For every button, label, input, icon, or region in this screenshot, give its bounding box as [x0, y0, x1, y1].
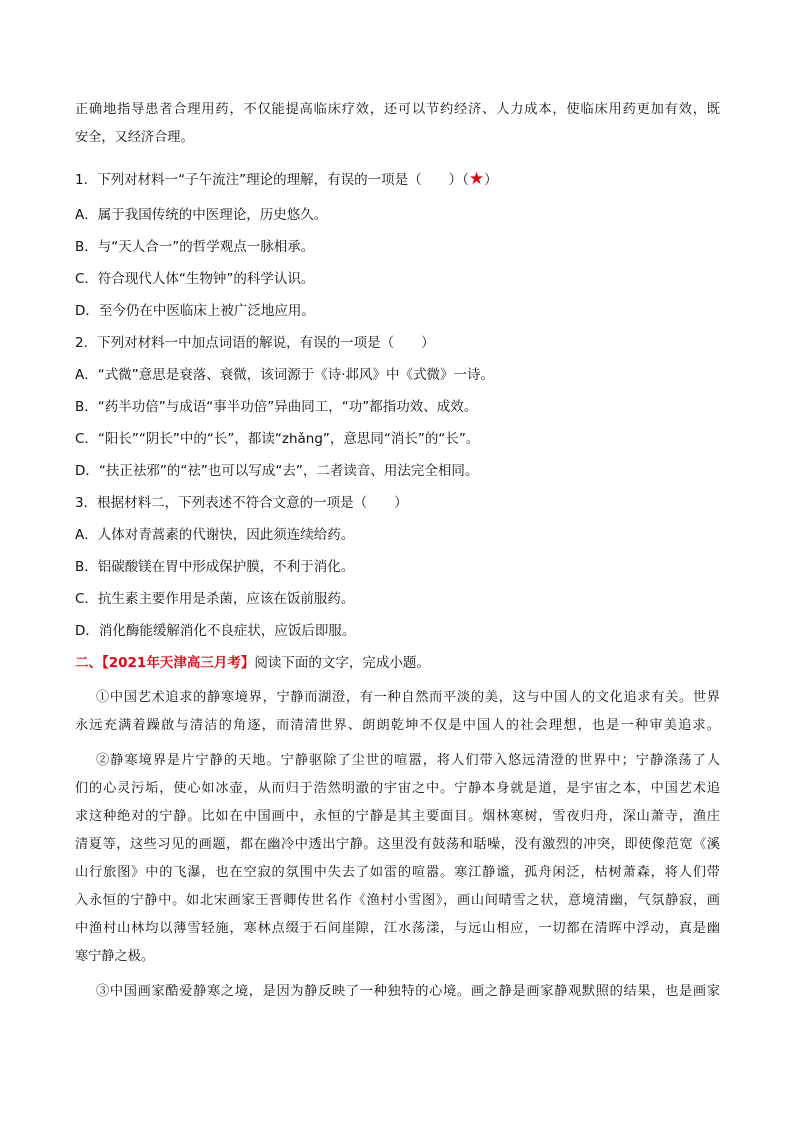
passage-line-8: 入永恒的宁静中。如北宋画家王晋卿传世名作《渔村小雪图》，画山间晴雪之状，意境清幽，气氛静寂，画: [75, 893, 720, 908]
passage-line-7: 山行旅图》中的飞瀑，也在空寂的氛围中失去了如雷的喧嚣。寒江静谧，孤舟闲泛，枯树萧森，将人们带: [75, 865, 720, 880]
passage-line-10: 寒宁静之极。: [75, 949, 155, 964]
intro-line-2: 安全，又经济合理。: [75, 130, 194, 145]
q1-option-a: A．属于我国传统的中医理论，历史悠久。: [75, 207, 328, 223]
section-2-heading: [75, 652, 720, 674]
q3-option-b: B．铝碳酸镁在胃中形成保护膜，不利于消化。: [75, 559, 355, 575]
section-2-source: 【2021年天津高三月考】: [102, 655, 255, 671]
q3-option-c: C．抗生素主要作用是杀菌，应该在饭前服药。: [75, 591, 355, 607]
q1-option-c: C．符合现代人体“生物钟”的科学认识。: [75, 271, 315, 287]
section-2-instruction: 阅读下面的文字，完成小题。: [254, 655, 430, 671]
passage-line-9: 中渔村山林均以薄雪轻施，寒林点缀于石间崖隙，江水荡漾，与远山相应，一切都在清晖中浮动，真是幽: [75, 921, 720, 936]
passage-line-5: 求这种绝对的宁静。比如在中国画中，永恒的宁静是其主要面目。烟林寒树，雪夜归舟，深山萧寺，渔庄: [75, 809, 720, 824]
q1-option-b: B．与“天人合一”的哲学观点一脉相承。: [75, 239, 315, 255]
intro-line-1: 正确地指导患者合理用药，不仅能提高临床疗效，还可以节约经济、人力成本，使临床用药更加有效，既: [75, 102, 720, 117]
passage-line-1: ①中国艺术追求的静寒境界，宁静而湖澄，有一种自然而平淡的美，这与中国人的文化追求有关。世界: [96, 690, 720, 705]
q2-option-c: C．“阳长”“阴长”中的“长”，都读“zhǎng”，意思同“消长”的“长”。: [75, 431, 480, 447]
q2-option-a: A．“式微”意思是衰落、衰微，该词源于《诗·邶风》中《式微》一诗。: [75, 367, 495, 383]
question-3-stem: 3．根据材料二，下列表述不符合文意的一项是（ ）: [75, 495, 408, 511]
passage-line-4: 们的心灵污垢，使心如冰壶，从而归于浩然明澈的宇宙之中。宁静本身就是道，是宇宙之本，中国艺术追: [75, 781, 720, 796]
passage-line-6: 清夏等，这些习见的画题，都在幽冷中透出宁静。这里没有鼓荡和聒噪，没有激烈的冲突，即使像范宽《溪: [75, 837, 720, 852]
passage-line-2: 永远充满着躁啟与清洁的角逐，而清清世界、朗朗乾坤不仅是中国人的社会理想，也是一种审美追求。: [75, 718, 720, 733]
question-1-stem-text: 1．下列对材料一“子午流注”理论的理解，有误的一项是（ ）（: [75, 172, 469, 188]
q3-option-a: A．人体对青蒿素的代谢快，因此须连续给药。: [75, 527, 355, 543]
question-2-stem: 2．下列对材料一中加点词语的解说，有误的一项是（ ）: [75, 335, 435, 351]
passage-line-11: ③中国画家酷爱静寒之境，是因为静反映了一种独特的心境。画之静是画家静观默照的结果，也是画家: [96, 984, 720, 999]
passage-line-3: ②静寒境界是片宁静的天地。宁静驱除了尘世的喧嚣，将人们带入悠远清澄的世界中；宁静涤荡了人: [96, 753, 720, 768]
question-1-stem: [75, 168, 720, 191]
q2-option-d: D．“扶正祛邪”的“祛”也可以写成“去”，二者读音、用法完全相同。: [75, 463, 479, 479]
question-1-stem-end: ）: [484, 172, 498, 188]
q1-option-d: D．至今仍在中医临床上被广泛地应用。: [75, 303, 315, 319]
q2-option-b: B．“药半功倍”与成语“事半功倍”异曲同工，“功”都指功效、成效。: [75, 399, 478, 415]
section-2-number: 二、: [75, 655, 102, 671]
star-icon: ★: [468, 169, 485, 189]
q3-option-d: D．消化酶能缓解消化不良症状，应饭后即服。: [75, 623, 356, 639]
